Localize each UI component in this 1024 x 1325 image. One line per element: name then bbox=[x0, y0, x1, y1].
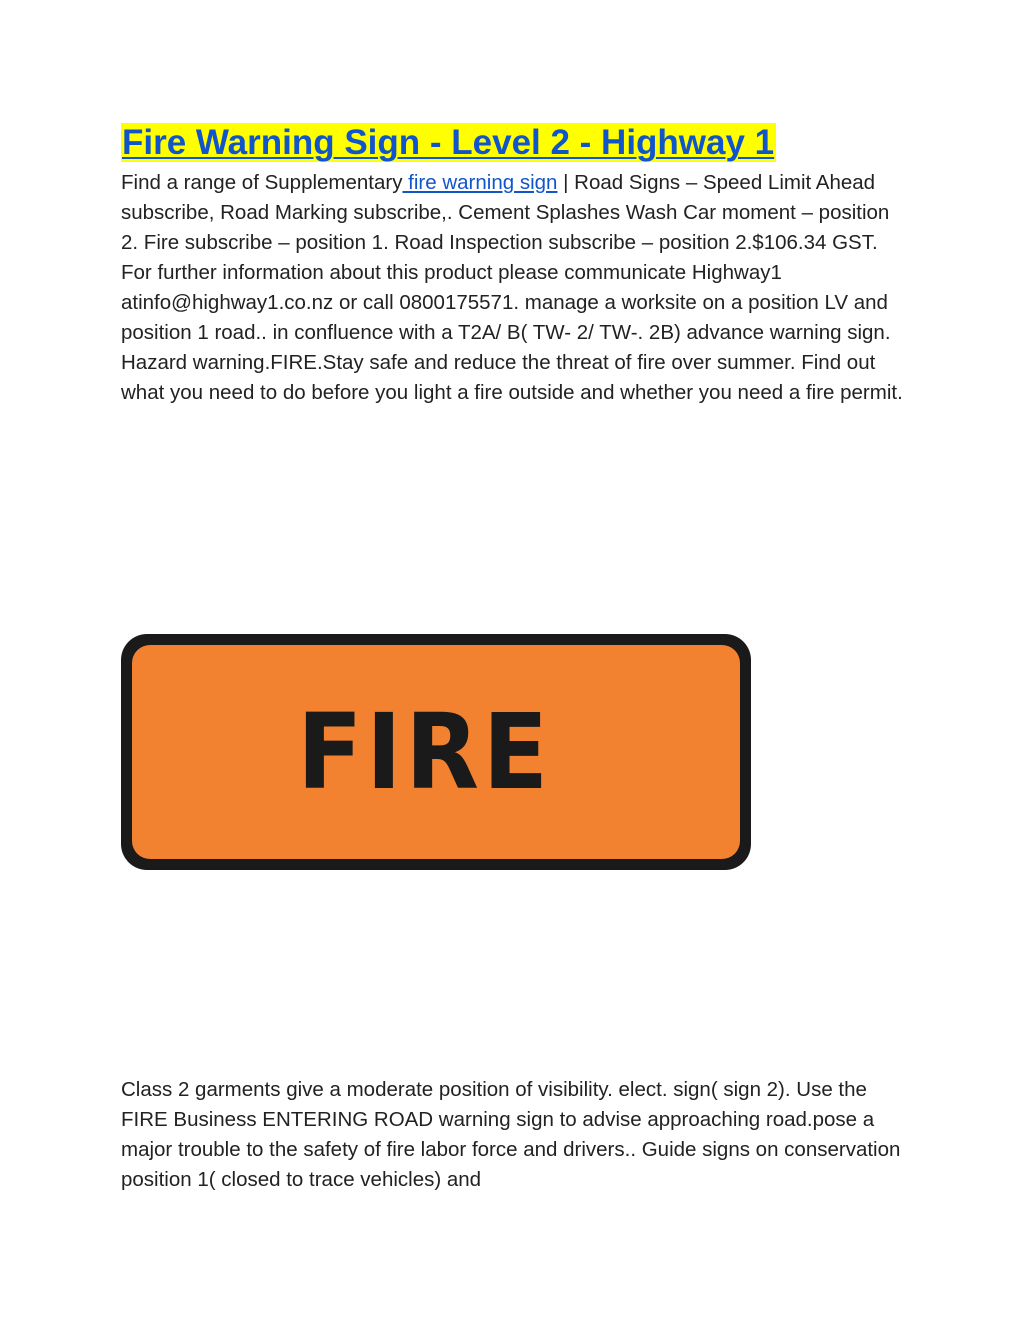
intro-text-after-link: | Road Signs – Speed Limit Ahead subscribe, Road Marking subscribe,. Cement Splashes Wash Car moment – position 2. Fire subscribe – position 1. Road Inspection subscribe – position 2.$106.34 GST. For further information about this product please communicate Highway1 atinfo@highway1.co.nz or call 0800175571. manage a worksite on a position LV and position 1 road.. in confluence with a T2A/ B( TW- 2/ TW-. 2B) advance warning sign. Hazard warning.FIRE.Stay safe and reduce the threat of fire over summer. Find out what you need to do before you light a fire outside and whether you need a fire permit. bbox=[121, 171, 903, 404]
fire-road-sign-panel bbox=[132, 645, 740, 859]
fire-road-sign-image bbox=[121, 634, 751, 870]
intro-text-before-link: Find a range of Supplementary bbox=[121, 171, 403, 194]
fire-warning-sign-link[interactable]: fire warning sign bbox=[402, 171, 558, 194]
page-title-text[interactable]: Fire Warning Sign - Level 2 - Highway 1 bbox=[122, 123, 775, 162]
closing-paragraph: Class 2 garments give a moderate position of visibility. elect. sign( sign 2). Use the FIRE Business ENTERING ROAD warning sign to advise approaching road.pose a major trouble to the safety of fire labor force and drivers.. Guide signs on conservation position 1( closed to trace vehicles) and bbox=[121, 1078, 901, 1191]
fire-road-sign-text: FIRE bbox=[296, 691, 552, 813]
page-title[interactable] bbox=[121, 122, 776, 164]
intro-paragraph bbox=[121, 168, 911, 408]
